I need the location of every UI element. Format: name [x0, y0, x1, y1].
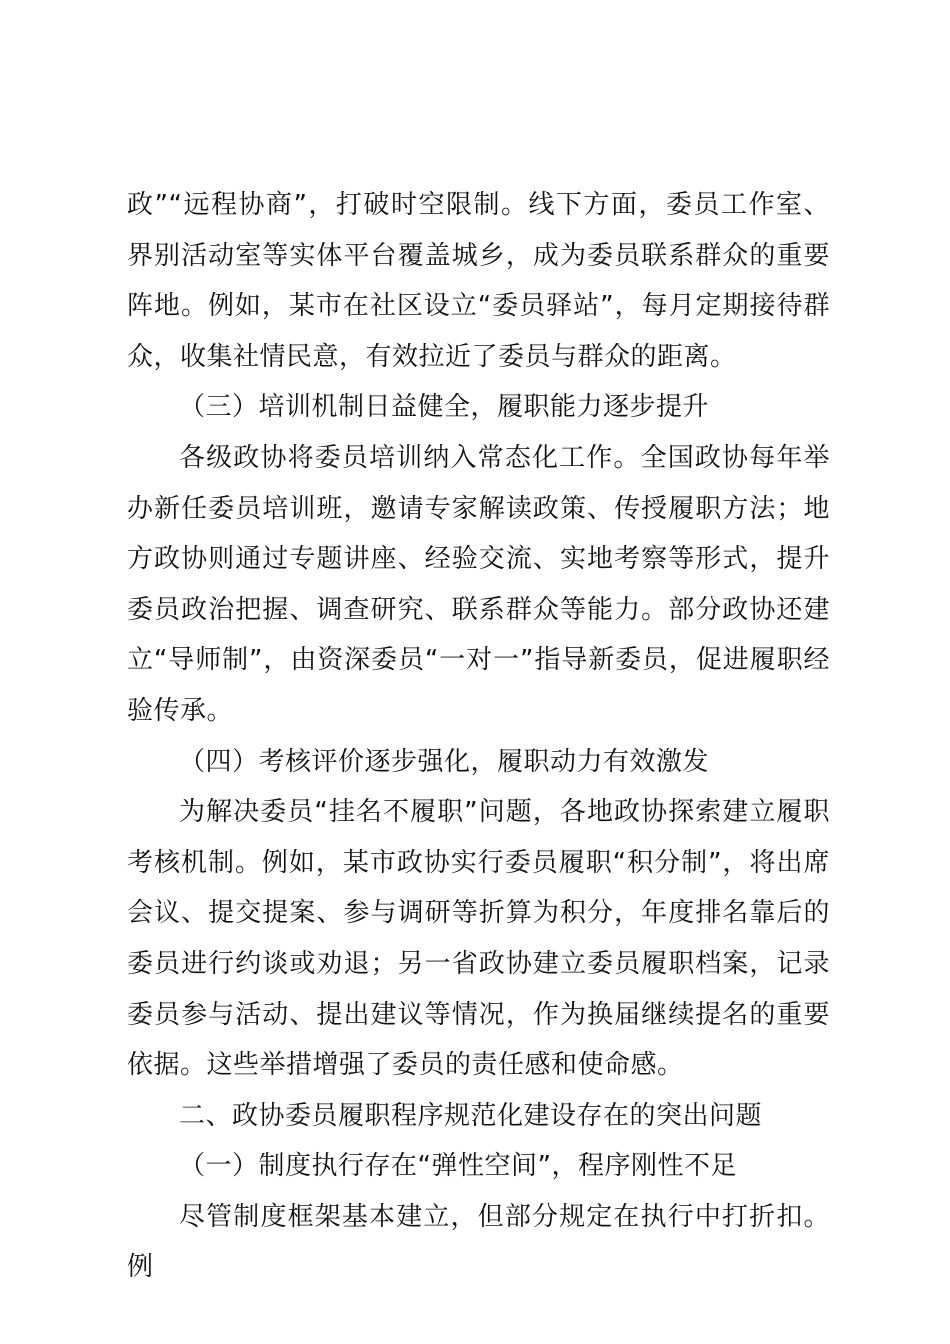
subheading-one: （一）制度执行存在“弹性空间”，程序刚性不足: [179, 1151, 737, 1182]
body-paragraph-training: 各级政协将委员培训纳入常态化工作。全国政协每年举办新任委员培训班，邀请专家解读政策、传授履职方法；地方政协则通过专题讲座、经验交流、实地考察等形式，提升委员政治把握、调查研究、联系群众等能力。部分政协还建立“导师制”，由资深委员“一对一”指导新委员，促进履职经验传承。: [127, 442, 830, 726]
body-paragraph-problems: 尽管制度框架基本建立，但部分规定在执行中打折扣。例: [127, 1201, 830, 1283]
body-paragraph-assessment: 为解决委员“挂名不履职”问题，各地政协探索建立履职考核机制。例如，某市政协实行委员履职“积分制”，将出席会议、提交提案、参与调研等折算为积分，年度排名靠后的委员进行约谈或劝退；另一省政协建立委员履职档案，记录委员参与活动、提出建议等情况，作为换届继续提名的重要依据。这些举措增强了委员的责任感和使命感。: [127, 797, 830, 1081]
subheading-four: （四）考核评价逐步强化，履职动力有效激发: [179, 746, 710, 777]
document-body: [127, 180, 830, 1293]
body-paragraph-continued: 政”“远程协商”，打破时空限制。线下方面，委员工作室、界别活动室等实体平台覆盖城乡，成为委员联系群众的重要阵地。例如，某市在社区设立“委员驿站”，每月定期接待群众，收集社情民意，有效拉近了委员与群众的距离。: [127, 190, 830, 372]
section-heading-two: 二、政协委员履职程序规范化建设存在的突出问题: [179, 1100, 763, 1131]
subheading-three: （三）培训机制日益健全，履职能力逐步提升: [179, 392, 710, 423]
